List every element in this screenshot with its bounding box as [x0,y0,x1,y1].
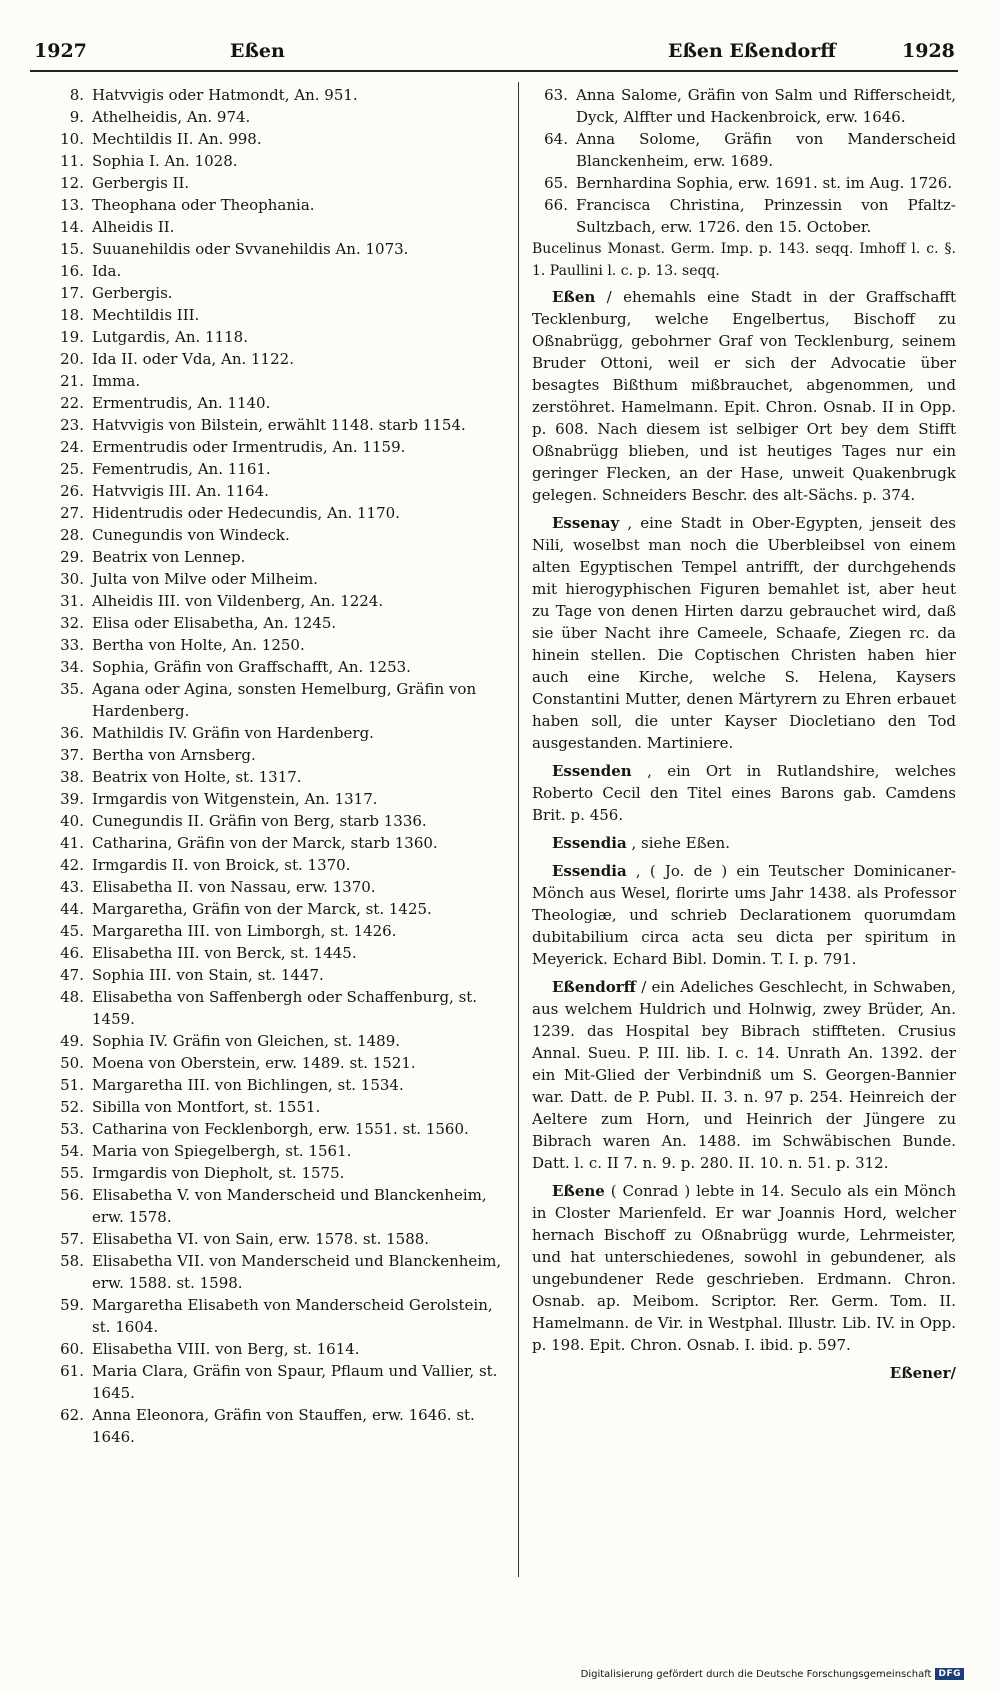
item-number: 35. [60,680,84,698]
item-number: 47. [60,966,84,984]
list-item [36,942,506,964]
list-item [36,634,506,656]
list-item [36,744,506,766]
list-item [36,216,506,238]
item-text: Sophia, Gräfin von Graffschafft, An. 1253. [92,658,411,676]
list-item [36,502,506,524]
list-item [36,370,506,392]
entry-text: , siehe Eßen. [631,834,730,852]
item-number: 56. [60,1186,84,1204]
item-number: 42. [60,856,84,874]
list-item [36,304,506,326]
list-item [36,150,506,172]
item-number: 44. [60,900,84,918]
list-item [36,194,506,216]
item-text: Elisabetha von Saffenbergh oder Schaffenburg, st. 1459. [92,988,478,1028]
item-text: Hidentrudis oder Hedecundis, An. 1170. [92,504,400,522]
item-text: Irmgardis II. von Broick, st. 1370. [92,856,351,874]
item-number: 39. [60,790,84,808]
list-item [36,1030,506,1052]
running-title-right: Eßen Eßendorff [668,40,836,62]
item-text: Cunegundis II. Gräfin von Berg, starb 1336. [92,812,427,830]
right-column [532,84,956,1384]
item-text: Elisabetha VI. von Sain, erw. 1578. st. 1588. [92,1230,430,1248]
entry-lemma: Essenden [552,762,632,780]
item-text: Gerbergis. [92,284,173,302]
entries-list [532,286,956,1356]
list-item [36,414,506,436]
item-number: 20. [60,350,84,368]
item-text: Lutgardis, An. 1118. [92,328,248,346]
item-text: Maria von Spiegelbergh, st. 1561. [92,1142,352,1160]
item-text: Ida II. oder Vda, An. 1122. [92,350,294,368]
list-item [36,1250,506,1294]
list-item [36,876,506,898]
item-text: Suuanehildis oder Svvanehildis An. 1073. [92,240,409,258]
list-item [36,986,506,1030]
list-item [36,1338,506,1360]
item-number: 31. [60,592,84,610]
header-rule [30,70,958,72]
list-item [36,1228,506,1250]
item-number: 27. [60,504,84,522]
list-item [36,678,506,722]
item-text: Margaretha Elisabeth von Manderscheid Gerolstein, st. 1604. [92,1296,493,1336]
item-number: 43. [60,878,84,896]
list-item [36,524,506,546]
list-item [36,84,506,106]
list-item [36,282,506,304]
item-number: 58. [60,1252,84,1270]
sources-note: Bucelinus Monast. Germ. Imp. p. 143. seqq. Imhoff l. c. §. 1. Paullini l. c. p. 13. seqq. [532,241,956,279]
item-text: Mechtildis III. [92,306,200,324]
item-number: 45. [60,922,84,940]
item-text: Elisabetha V. von Manderscheid und Blanckenheim, erw. 1578. [92,1186,487,1226]
item-text: Anna Solome, Gräfin von Manderscheid Blanckenheim, erw. 1689. [576,130,956,170]
item-text: Margaretha III. von Bichlingen, st. 1534. [92,1076,404,1094]
item-number: 21. [60,372,84,390]
list-item [36,766,506,788]
list-item [36,106,506,128]
list-item [36,128,506,150]
item-number: 34. [60,658,84,676]
list-item [36,326,506,348]
item-number: 38. [60,768,84,786]
item-text: Sophia I. An. 1028. [92,152,238,170]
item-text: Anna Eleonora, Gräfin von Stauffen, erw. 1646. st. 1646. [92,1406,475,1446]
item-text: Julta von Milve oder Milheim. [92,570,318,588]
item-number: 15. [60,240,84,258]
item-number: 46. [60,944,84,962]
item-text: Moena von Oberstein, erw. 1489. st. 1521. [92,1054,416,1072]
list-item [36,172,506,194]
item-text: Margaretha III. von Limborgh, st. 1426. [92,922,397,940]
item-text: Elisabetha VII. von Manderscheid und Blanckenheim, erw. 1588. st. 1598. [92,1252,502,1292]
item-number: 8. [69,86,84,104]
entry-text: / ein Adeliches Geschlecht, in Schwaben, aus welchem Huldrich und Holnwig, zwey Brüder, An. 1239. das Hospital bey Bibrach stiffteten. Crusius Annal. Sueu. P. III. lib. I. c. 14. Unrath An. 1392. der ein Mit-Glied der Verbindniß um S. Georgen-Bannier war. Datt. de P. Publ. II. 3. n. 97 p. 254. Heinreich der Aeltere zum Horn, und Heinrich der Jüngere zu Bibrach waren An. 1488. im Schwäbischen Bunde. Datt. l. c. II 7. n. 9. p. 280. II. 10. n. 51. p. 312. [532,978,956,1172]
list-item [36,810,506,832]
item-number: 64. [544,130,568,148]
item-text: Imma. [92,372,141,390]
item-text: Cunegundis von Windeck. [92,526,290,544]
item-number: 25. [60,460,84,478]
item-number: 51. [60,1076,84,1094]
list-item [36,590,506,612]
entry-lemma: Eßene [552,1182,605,1200]
entry-lemma: Eßendorff [552,978,636,996]
list-item [36,612,506,634]
item-text: Margaretha, Gräfin von der Marck, st. 1425. [92,900,432,918]
list-item [36,788,506,810]
item-number: 9. [69,108,84,126]
list-item [36,238,506,260]
item-text: Alheidis III. von Vildenberg, An. 1224. [92,592,384,610]
page-number-left: 1927 [34,40,87,62]
list-item [532,84,956,128]
column-divider [518,82,519,1577]
list-item [36,1140,506,1162]
dictionary-entry [532,760,956,826]
item-number: 40. [60,812,84,830]
item-number: 17. [60,284,84,302]
list-item [36,260,506,282]
item-number: 19. [60,328,84,346]
item-number: 16. [60,262,84,280]
item-text: Hatvvigis oder Hatmondt, An. 951. [92,86,358,104]
item-number: 36. [60,724,84,742]
list-item [36,348,506,370]
list-item [36,1096,506,1118]
item-text: Fementrudis, An. 1161. [92,460,271,478]
list-item [36,1404,506,1448]
item-number: 23. [60,416,84,434]
item-number: 53. [60,1120,84,1138]
item-text: Sophia IV. Gräfin von Gleichen, st. 1489. [92,1032,401,1050]
list-item [36,436,506,458]
item-number: 54. [60,1142,84,1160]
item-number: 22. [60,394,84,412]
list-item [36,964,506,986]
item-text: Mathildis IV. Gräfin von Hardenberg. [92,724,374,742]
list-item [36,568,506,590]
item-text: Bertha von Arnsberg. [92,746,256,764]
list-item [36,1360,506,1404]
list-item [36,1162,506,1184]
entry-text: ( Conrad ) lebte in 14. Seculo als ein Mönch in Closter Marienfeld. Er war Joannis Hord, welcher hernach Bischoff zu Oßnabrügg wurde, Lehrmeister, und hat unterschiedenes, sowohl in gebundener, als ungebundener Rede geschrieben. Erdmann. Chron. Osnab. ap. Meibom. Scriptor. Rer. Germ. Tom. II. Hamelmann. de Vir. in Westphal. Illustr. Lib. IV. in Opp. p. 198. Epit. Chron. Osnab. I. ibid. p. 597. [532,1182,956,1354]
dictionary-entry [532,512,956,754]
item-text: Hatvvigis von Bilstein, erwählt 1148. starb 1154. [92,416,466,434]
item-number: 30. [60,570,84,588]
list-item [36,392,506,414]
item-number: 52. [60,1098,84,1116]
list-item [36,1074,506,1096]
item-text: Maria Clara, Gräfin von Spaur, Pflaum und Vallier, st. 1645. [92,1362,498,1402]
entry-text: , ein Ort in Rutlandshire, welches Roberto Cecil den Titel eines Barons gab. Camdens Brit. p. 456. [532,762,956,824]
dictionary-entry [532,1180,956,1356]
item-number: 10. [60,130,84,148]
item-number: 65. [544,174,568,192]
item-text: Francisca Christina, Prinzessin von Pfaltz-Sultzbach, erw. 1726. den 15. October. [576,196,956,236]
item-number: 59. [60,1296,84,1314]
list-item [36,480,506,502]
item-text: Irmgardis von Witgenstein, An. 1317. [92,790,378,808]
item-text: Sophia III. von Stain, st. 1447. [92,966,324,984]
item-text: Catharina, Gräfin von der Marck, starb 1360. [92,834,438,852]
item-text: Gerbergis II. [92,174,190,192]
item-text: Bertha von Holte, An. 1250. [92,636,305,654]
entry-text: , ( Jo. de ) ein Teutscher Dominicaner-Mönch aus Wesel, florirte ums Jahr 1438. als Professor Theologiæ, und schrieb Declarationem quorumdam dubitabilium circa acta seu dicta per spiritum in Meyerick. Echard Bibl. Domin. T. I. p. 791. [532,862,956,968]
list-item [36,920,506,942]
list-item [532,172,956,194]
list-item [36,1294,506,1338]
item-number: 55. [60,1164,84,1182]
dictionary-entry [532,860,956,970]
dfg-logo-icon: DFG [935,1668,964,1680]
item-text: Hatvvigis III. An. 1164. [92,482,269,500]
item-number: 13. [60,196,84,214]
item-number: 18. [60,306,84,324]
list-item [532,128,956,172]
item-text: Catharina von Fecklenborgh, erw. 1551. st. 1560. [92,1120,469,1138]
item-number: 48. [60,988,84,1006]
item-number: 33. [60,636,84,654]
item-text: Beatrix von Holte, st. 1317. [92,768,302,786]
item-number: 11. [60,152,84,170]
left-column [36,84,506,1448]
list-item [36,1184,506,1228]
list-item [36,546,506,568]
item-number: 49. [60,1032,84,1050]
item-number: 14. [60,218,84,236]
item-number: 41. [60,834,84,852]
item-text: Mechtildis II. An. 998. [92,130,262,148]
item-text: Elisabetha III. von Berck, st. 1445. [92,944,357,962]
item-number: 50. [60,1054,84,1072]
item-text: Agana oder Agina, sonsten Hemelburg, Gräfin von Hardenberg. [92,680,477,720]
list-item [36,854,506,876]
item-number: 24. [60,438,84,456]
item-number: 29. [60,548,84,566]
item-number: 63. [544,86,568,104]
item-text: Ermentrudis, An. 1140. [92,394,271,412]
item-number: 12. [60,174,84,192]
footer-text: Digitalisierung gefördert durch die Deutsche Forschungsgemeinschaft [580,1668,932,1680]
item-text: Sibilla von Montfort, st. 1551. [92,1098,321,1116]
running-title-left: Eßen [230,40,285,62]
list-item [36,458,506,480]
item-text: Theophana oder Theophania. [92,196,315,214]
item-text: Bernhardina Sophia, erw. 1691. st. im Aug. 1726. [576,174,953,192]
digitization-footer [581,1668,964,1680]
item-text: Alheidis II. [92,218,175,236]
item-text: Irmgardis von Diepholt, st. 1575. [92,1164,345,1182]
dictionary-entry [532,286,956,506]
dictionary-entry [532,976,956,1174]
list-item [36,722,506,744]
entry-text: , eine Stadt in Ober-Egypten, jenseit des Nili, woselbst man noch die Uberbleibsel von einem alten Egyptischen Tempel antrifft, der durchgehends mit hierogyphischen Figuren bemahlet ist, aber heut zu Tage von denen Hirten darzu gebrauchet wird, daß sie über Nacht ihre Cameele, Schaafe, Ziegen rc. da hinein stellen. Die Coptischen Christen haben hier auch eine Kirche, welche S. Helena, Kaysers Constantini Mutter, denen Märtyrern zu Ehren erbauet haben soll, die unter Kayser Diocletiano den Tod ausgestanden. Martiniere. [532,514,956,752]
item-text: Ida. [92,262,122,280]
item-number: 37. [60,746,84,764]
page-number-right: 1928 [902,40,955,62]
item-number: 61. [60,1362,84,1380]
item-number: 57. [60,1230,84,1248]
dictionary-entry [532,832,956,854]
list-item [36,832,506,854]
item-number: 28. [60,526,84,544]
item-text: Anna Salome, Gräfin von Salm und Rifferscheidt, Dyck, Alffter und Hackenbroick, erw. 1646. [576,86,956,126]
item-number: 60. [60,1340,84,1358]
entry-lemma: Essenay [552,514,620,532]
entry-lemma: Essendia [552,834,627,852]
item-number: 32. [60,614,84,632]
entry-lemma: Eßen [552,288,596,306]
entry-text: / ehemahls eine Stadt in der Graffschafft Tecklenburg, welche Engelbertus, Bischoff zu Oßnabrügg, gebohrner Graf von Tecklenburg, seinem Bruder Ottoni, weil er sich der Advocatie über besagtes Bißthum mißbrauchet, abgenommen, und zerstöhret. Hamelmann. Epit. Chron. Osnab. II in Opp. p. 608. Nach diesem ist selbiger Ort bey dem Stifft Oßnabrügg blieben, und ist heutiges Tages nur ein geringer Flecken, an der Hase, unweit Quakenbrugk gelegen. Schneiders Beschr. des alt-Sächs. p. 374. [532,288,956,504]
item-text: Athelheidis, An. 974. [92,108,251,126]
list-item [36,656,506,678]
item-number: 26. [60,482,84,500]
list-item [36,1118,506,1140]
right-list [532,84,956,238]
item-text: Elisabetha II. von Nassau, erw. 1370. [92,878,376,896]
item-text: Elisabetha VIII. von Berg, st. 1614. [92,1340,360,1358]
entry-lemma: Essendia [552,862,627,880]
item-text: Elisa oder Elisabetha, An. 1245. [92,614,337,632]
item-text: Ermentrudis oder Irmentrudis, An. 1159. [92,438,406,456]
catchword: Eßener/ [889,1364,956,1382]
list-item [36,898,506,920]
list-item [532,194,956,238]
list-item [36,1052,506,1074]
item-number: 62. [60,1406,84,1424]
item-text: Beatrix von Lennep. [92,548,246,566]
item-number: 66. [544,196,568,214]
